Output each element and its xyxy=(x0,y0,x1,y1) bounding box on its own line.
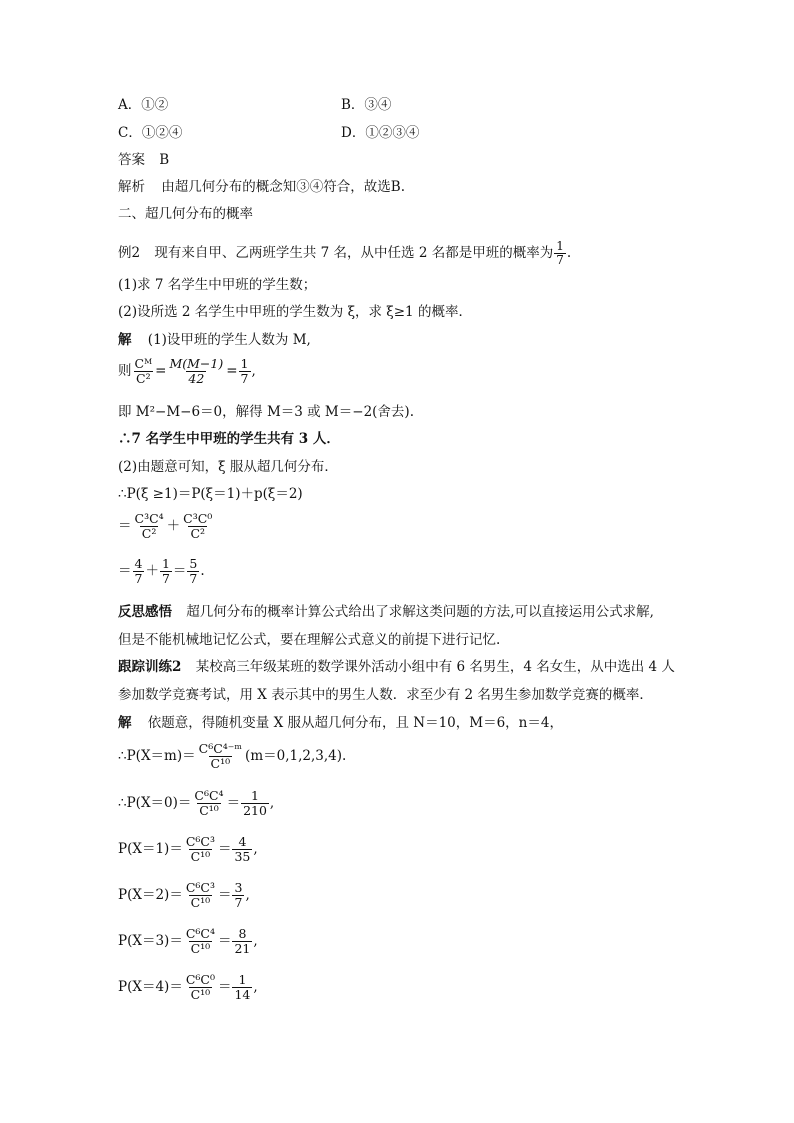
solution-line-1 xyxy=(118,331,311,349)
frac-numerator: 1 xyxy=(556,239,564,253)
p1-end: , xyxy=(253,841,258,857)
frac-denominator: 14 xyxy=(234,987,251,1002)
frac-numerator: 4 xyxy=(134,556,143,571)
option-b: B．③④ xyxy=(341,97,392,113)
p0-prefix: ∴P(X＝0)＝ xyxy=(118,795,192,811)
frac-denominator: 7 xyxy=(134,571,143,586)
fraction-combination xyxy=(184,835,217,864)
frac-numerator: C⁶C³ xyxy=(185,834,215,849)
fraction-term-1 xyxy=(133,512,166,541)
fraction-result xyxy=(241,789,269,818)
solution-l2-end: , xyxy=(251,363,256,379)
p1-prefix: P(X＝1)＝ xyxy=(118,841,183,857)
solution-text-1: (1)设甲班的学生人数为 M, xyxy=(147,332,311,348)
frac-numerator: 1 xyxy=(251,788,259,803)
frac-denominator: C¹⁰ xyxy=(190,987,211,1002)
answer-line xyxy=(118,151,169,169)
equals-sign: ＝ xyxy=(217,887,232,903)
example2-label: 例2 xyxy=(118,245,141,261)
solution-l7-prefix: ＝ xyxy=(118,518,132,534)
frac-denominator: 42 xyxy=(188,371,205,386)
general-prefix: ∴P(X＝m)＝ xyxy=(118,748,196,764)
probability-x-1 xyxy=(118,835,258,864)
solution2-line-1 xyxy=(118,714,563,732)
fraction-four-sevenths xyxy=(133,557,145,586)
solution-line-8 xyxy=(118,557,205,586)
frac-denominator: 210 xyxy=(243,803,267,818)
equals-sign: ＝ xyxy=(217,933,232,949)
answer-value: B xyxy=(159,152,170,168)
probability-x-4 xyxy=(118,973,258,1002)
probability-x-3 xyxy=(118,927,258,956)
fraction-general xyxy=(197,742,244,771)
fraction-m-expression xyxy=(167,357,225,386)
frac-denominator: C² xyxy=(141,526,157,541)
fraction-result xyxy=(232,973,252,1002)
solution-line-2 xyxy=(118,357,256,386)
training-text-1: 某校高三年级某班的数学课外活动小组中有 6 名男生，4 名女生，从中选出 4 人 xyxy=(195,659,675,675)
fraction-combination xyxy=(184,973,217,1002)
reflection-line-2: 但是不能机械地记忆公式，要在理解公式意义的前提下进行记忆. xyxy=(118,632,501,648)
frac-numerator: 3 xyxy=(234,880,243,895)
solution-line-5: (2)由题意可知，ξ 服从超几何分布． xyxy=(118,459,338,475)
frac-numerator: 8 xyxy=(238,926,247,941)
frac-denominator: 21 xyxy=(234,941,251,956)
frac-numerator: C⁶C⁴ xyxy=(194,788,224,803)
option-c: C．①②④ xyxy=(118,125,183,141)
p3-end: , xyxy=(253,933,258,949)
fraction-c-over-c xyxy=(133,357,155,386)
analysis-line xyxy=(118,178,405,196)
frac-numerator: C⁶C³ xyxy=(185,880,215,895)
p4-end: , xyxy=(253,979,258,995)
analysis-text: 由超几何分布的概念知③④符合，故选B. xyxy=(161,179,406,195)
frac-denominator: 7 xyxy=(189,571,198,586)
training-line-2: 参加数学竞赛考试，用 X 表示其中的男生人数．求至少有 2 名男生参加数学竞赛的概率． xyxy=(118,687,653,703)
frac-denominator: C¹⁰ xyxy=(190,895,211,910)
frac-denominator: C¹⁰ xyxy=(199,803,219,818)
frac-numerator: Cᴹ xyxy=(134,356,153,371)
solution2-label: 解 xyxy=(118,715,132,731)
p2-end: , xyxy=(245,887,250,903)
frac-denominator: 7 xyxy=(240,371,249,386)
frac-numerator: 1 xyxy=(238,972,247,987)
training-label: 跟踪训练2 xyxy=(118,659,182,675)
frac-denominator: C¹⁰ xyxy=(210,756,231,771)
frac-numerator: M(M−1) xyxy=(169,356,224,371)
frac-numerator: 1 xyxy=(240,356,249,371)
fraction-combination xyxy=(192,789,225,818)
solution-line-7 xyxy=(118,512,215,541)
fraction-combination xyxy=(184,927,217,956)
p2-prefix: P(X＝2)＝ xyxy=(118,887,183,903)
plus-sign: ＋ xyxy=(166,518,181,534)
solution2-general-formula xyxy=(118,742,346,771)
frac-numerator: 4 xyxy=(238,834,247,849)
reflection-text-1: 超几何分布的概率计算公式给出了求解这类问题的方法,可以直接运用公式求解, xyxy=(186,604,654,620)
option-d: D．①②③④ xyxy=(341,125,420,141)
equals-sign: = xyxy=(226,363,238,379)
example2-fraction xyxy=(554,240,566,267)
fraction-one-seventh xyxy=(239,357,251,386)
training-line-1 xyxy=(118,658,675,676)
equals-sign: ＝ xyxy=(172,563,187,579)
example2-text: 现有来自甲、乙两班学生共 7 名，从中任选 2 名都是甲班的概率为 xyxy=(154,245,554,261)
frac-numerator: C⁶C⁰ xyxy=(185,972,215,987)
frac-numerator: 5 xyxy=(189,556,198,571)
p0-end: , xyxy=(269,795,275,811)
p3-prefix: P(X＝3)＝ xyxy=(118,933,183,949)
fraction-result xyxy=(232,881,244,910)
frac-numerator: C³C⁰ xyxy=(183,511,213,526)
frac-denominator: C² xyxy=(190,526,206,541)
question-2: (2)设所选 2 名学生中甲班的学生数为 ξ，求 ξ≥1 的概率． xyxy=(118,304,472,320)
solution-l8-end: . xyxy=(200,563,205,579)
solution-line-3: 即 M²−M−6＝0，解得 M＝3 或 M＝−2(舍去). xyxy=(118,404,414,420)
analysis-label: 解析 xyxy=(118,179,145,195)
equals-sign: ＝ xyxy=(217,979,232,995)
fraction-one-seventh xyxy=(160,557,172,586)
equals-sign: = xyxy=(155,363,167,379)
question-1: (1)求 7 名学生中甲班的学生数； xyxy=(118,277,317,293)
probability-x-2 xyxy=(118,881,250,910)
solution2-text-1: 依题意，得随机变量 X 服从超几何分布，且 N＝10，M＝6，n＝4， xyxy=(147,715,563,731)
example2-end: . xyxy=(566,245,572,261)
solution-line-4: ∴7 名学生中甲班的学生共有 3 人． xyxy=(118,431,340,447)
solution-l2-prefix: 则 xyxy=(118,363,132,379)
frac-denominator: 7 xyxy=(161,571,170,586)
reflection-line-1 xyxy=(118,603,654,621)
solution-line-6: ∴P(ξ ≥1)＝P(ξ＝1)＋p(ξ＝2) xyxy=(118,486,303,502)
fraction-combination xyxy=(184,881,217,910)
option-a: A．①② xyxy=(118,97,169,113)
solution-label: 解 xyxy=(118,332,132,348)
plus-sign: ＋ xyxy=(145,563,159,579)
fraction-result xyxy=(232,835,252,864)
section-title: 二、超几何分布的概率 xyxy=(118,206,253,222)
solution-l8-prefix: ＝ xyxy=(118,563,132,579)
frac-numerator: 1 xyxy=(161,556,170,571)
fraction-term-2 xyxy=(181,512,214,541)
frac-numerator: C³C⁴ xyxy=(134,511,164,526)
reflection-label: 反思感悟 xyxy=(118,604,172,620)
frac-denominator: 7 xyxy=(234,895,243,910)
frac-numerator: C⁶C⁴⁻ᵐ xyxy=(198,741,243,756)
answer-label: 答案 xyxy=(118,152,145,168)
example2-line xyxy=(118,240,571,267)
p4-prefix: P(X＝4)＝ xyxy=(118,979,183,995)
fraction-five-sevenths xyxy=(187,557,199,586)
frac-denominator: C² xyxy=(136,371,151,386)
frac-denominator: C¹⁰ xyxy=(190,849,211,864)
equals-sign: ＝ xyxy=(217,841,232,857)
fraction-result xyxy=(232,927,252,956)
probability-x-0 xyxy=(118,789,274,818)
equals-sign: ＝ xyxy=(226,795,241,811)
frac-denominator: 7 xyxy=(556,253,564,267)
frac-denominator: C¹⁰ xyxy=(190,941,211,956)
general-suffix: (m＝0,1,2,3,4). xyxy=(245,748,347,764)
frac-denominator: 35 xyxy=(234,849,251,864)
frac-numerator: C⁶C⁴ xyxy=(185,926,215,941)
